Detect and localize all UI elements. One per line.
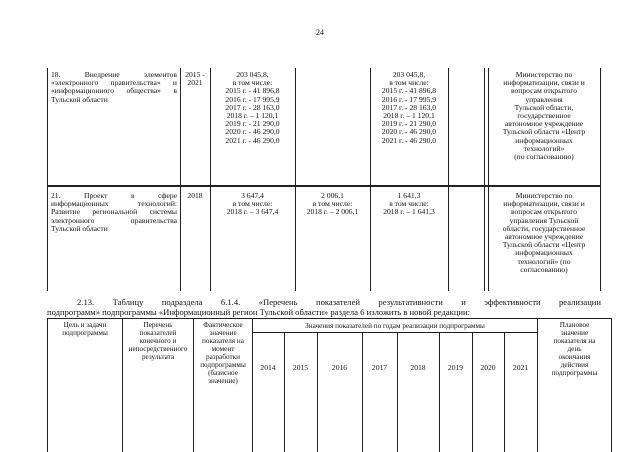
table-border xyxy=(252,332,537,333)
header-year: 2021 xyxy=(512,363,529,372)
header-year: 2017 xyxy=(371,363,388,372)
table-border xyxy=(484,68,485,291)
header-year: 2015 xyxy=(292,363,309,372)
table-border xyxy=(252,318,253,452)
header-baseline: Фактическое значение показателя на момент разработки подпрограммы (базисное значение) xyxy=(200,321,246,385)
header-year: 2018 xyxy=(410,363,426,372)
header-year: 2014 xyxy=(260,363,276,372)
row-period: 2018 xyxy=(187,191,203,200)
table-border xyxy=(47,318,611,319)
row-name: 21. Проект в сфере информационных технологий: Развитие региональной системы электронного правительства Тульской области xyxy=(51,191,177,233)
table-border xyxy=(439,332,440,452)
table-border xyxy=(295,68,296,291)
table-border xyxy=(47,186,601,187)
header-year: 2020 xyxy=(480,363,496,372)
row-total-funding: 203 045,8, в том числе: 2015 г. - 41 896,8 2016 г. - 17 995,9 2017 г. - 28 163,0 2018 г. – 1 120,1 2019 г. - 21 290,0 2020 г. - 46 290,0 2021 г. - 46 290,0 xyxy=(225,70,280,145)
table-border xyxy=(611,318,612,452)
row-period: 2015 - 2021 xyxy=(185,70,205,88)
table-border xyxy=(284,332,285,452)
row-executor: Министерство по информатизации, связи и вопросам открытого управления Тульской области, государственное автономное учреждение Тульской области «Центр информационных технологий» (по согласованию) xyxy=(502,70,586,162)
row-regional-funding: 1 641,3 в том числе: 2018 г. – 1 641,3 xyxy=(383,191,435,217)
header-indicators: Перечень показателей конечного и непосредственного результата xyxy=(128,321,188,361)
table-border xyxy=(362,332,363,452)
page-number: 24 xyxy=(316,28,324,37)
header-yearly-values: Значения показателей по годам реализации подпрограммы xyxy=(305,322,485,330)
header-planned-value: Плановое значение показателя на день окончания действия подпрограммы xyxy=(551,321,598,377)
table-border xyxy=(448,68,449,291)
row-name: 18. Внедрение элементов «электронного правительства» и «информационного общества» в Тульской области xyxy=(51,70,177,104)
table-border xyxy=(472,332,473,452)
row-federal-funding: 2 006,1 в том числе: 2018 г. – 2 006,1 xyxy=(306,191,359,217)
row-executor: Министерство по информатизации, связи и вопросам открытого управления Тульской области, государственное автономное учреждение Тульской области «Центр информационных технологий» (по согласованию) xyxy=(502,191,586,274)
table-border xyxy=(317,332,318,452)
table-border xyxy=(47,318,48,452)
header-goals: Цель и задачи подпрограммы xyxy=(62,321,108,337)
row-total-funding: 3 647,4 в том числе: 2018 г. – 3 647,4 xyxy=(226,191,279,217)
row-regional-funding: 203 045,8, в том числе: 2015 г. - 41 896,8 2016 г. - 17 995,9 2017 г. - 28 163,0 2018 г. – 1 120,1 2019 г. - 21 290,0 2020 г. - 46 290,0 2021 г. - 46 290,0 xyxy=(381,70,437,145)
header-year: 2016 xyxy=(331,363,348,372)
paragraph: 2.13. Таблицу подраздела 6.1.4. «Перечень показателей результативности и эффективности реализации подпрограмм» подпрограммы «Информационный регион Тульской области» раздела 6 изложить в новой редакции: xyxy=(47,297,601,317)
table-border xyxy=(180,68,181,291)
table-border xyxy=(47,68,48,291)
table-border xyxy=(397,332,398,452)
table-border xyxy=(504,332,505,452)
table-border xyxy=(600,68,601,291)
header-year: 2019 xyxy=(447,363,464,372)
